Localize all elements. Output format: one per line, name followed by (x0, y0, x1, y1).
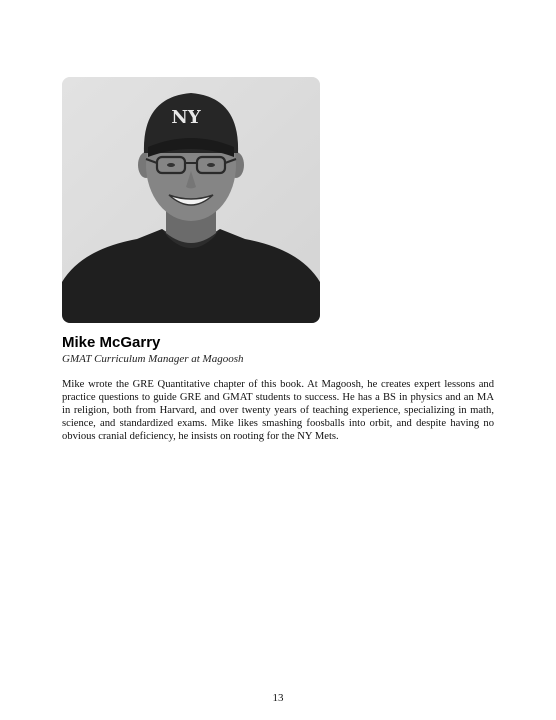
author-role: GMAT Curriculum Manager at Magoosh (62, 353, 244, 365)
author-photo (62, 77, 320, 323)
author-name: Mike McGarry (62, 334, 161, 351)
portrait-illustration (62, 77, 320, 323)
author-bio: Mike wrote the GRE Quantitative chapter of this book. At Magoosh, he creates expert lessons and practice questions to guide GRE and GMAT students to success. He has a BS in physics and an MA in religion, both from Harvard, and over twenty years of teaching experience, specializing in math, science, and standardized exams. Mike likes smashing foosballs into orbit, and despite having no obvious cranial deficiency, he insists on rooting for the NY Mets. (62, 379, 494, 442)
page-number: 13 (272, 692, 284, 704)
cap-logo: NY (171, 107, 201, 128)
